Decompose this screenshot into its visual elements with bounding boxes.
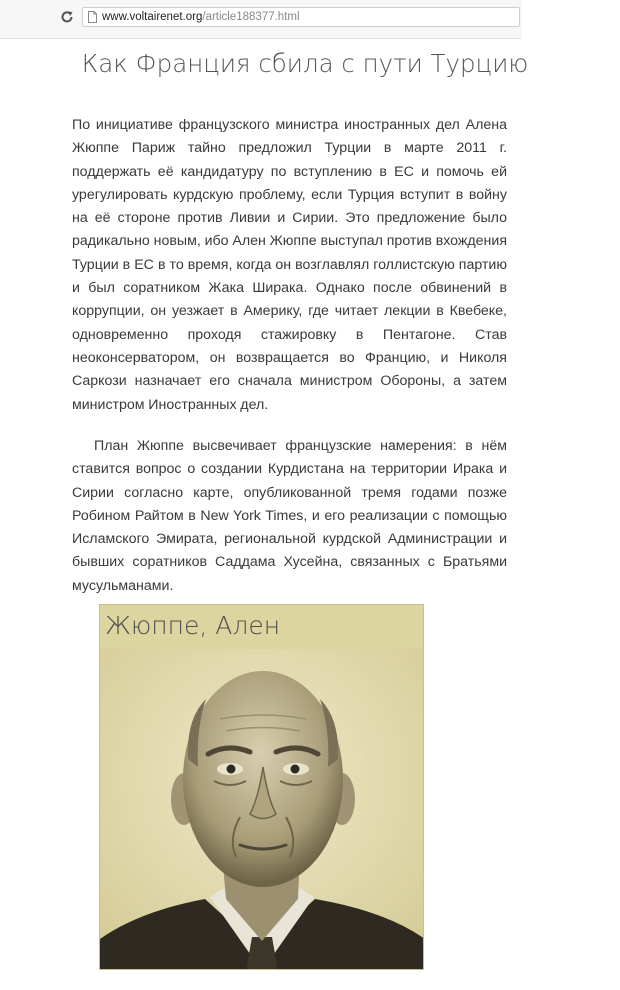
address-bar[interactable] [82, 7, 520, 27]
url-domain: www.voltairenet.org [102, 11, 203, 23]
article-paragraph-1: По инициативе французского министра иностранных дел Алена Жюппе Париж тайно предложил Турции в марте 2011 г. поддержать её кандидатуру по вступлению в ЕС и помочь ей урегулировать курдскую проблему, если Турция вступит в войну на её стороне против Ливии и Сирии. Это предложение было радикально новым, ибо Ален Жюппе выступал против вхождения Турции в ЕС в то время, когда он возглавлял голлистскую партию и был соратником Жака Ширака. Однако после обвинений в коррупции, он уезжает в Америку, где читает лекции в Квебеке, одновременно проходя стажировку в Пентагоне. Став неоконсерватором, он возвращается во Францию, и Николя Саркози назначает его сначала министром Обороны, а затем министром Иностранных дел. [72, 117, 507, 413]
reload-icon[interactable] [60, 10, 74, 24]
page-icon [88, 11, 97, 23]
url-text[interactable] [102, 10, 300, 24]
portrait-photo [100, 649, 424, 970]
article-paragraph-2: План Жюппе высвечивает французские намерения: в нём ставится вопрос о создании Курдистана на территории Ирака и Сирии согласно карте, опубликованной тремя годами позже Робином Райтом в New York Times, и его реализации с помощью Исламского Эмирата, региональной курдской Администрации и бывших соратников Саддама Хусейна, связанных с Братьями мусульманами. [72, 438, 507, 594]
article-title: Как Франция сбила с пути Турцию [81, 49, 529, 78]
portrait-caption: Жюппе, Ален [105, 611, 281, 640]
portrait-card [99, 604, 424, 970]
portrait-card-header [100, 605, 423, 649]
browser-toolbar [0, 0, 522, 39]
url-path: /article188377.html [202, 11, 300, 23]
